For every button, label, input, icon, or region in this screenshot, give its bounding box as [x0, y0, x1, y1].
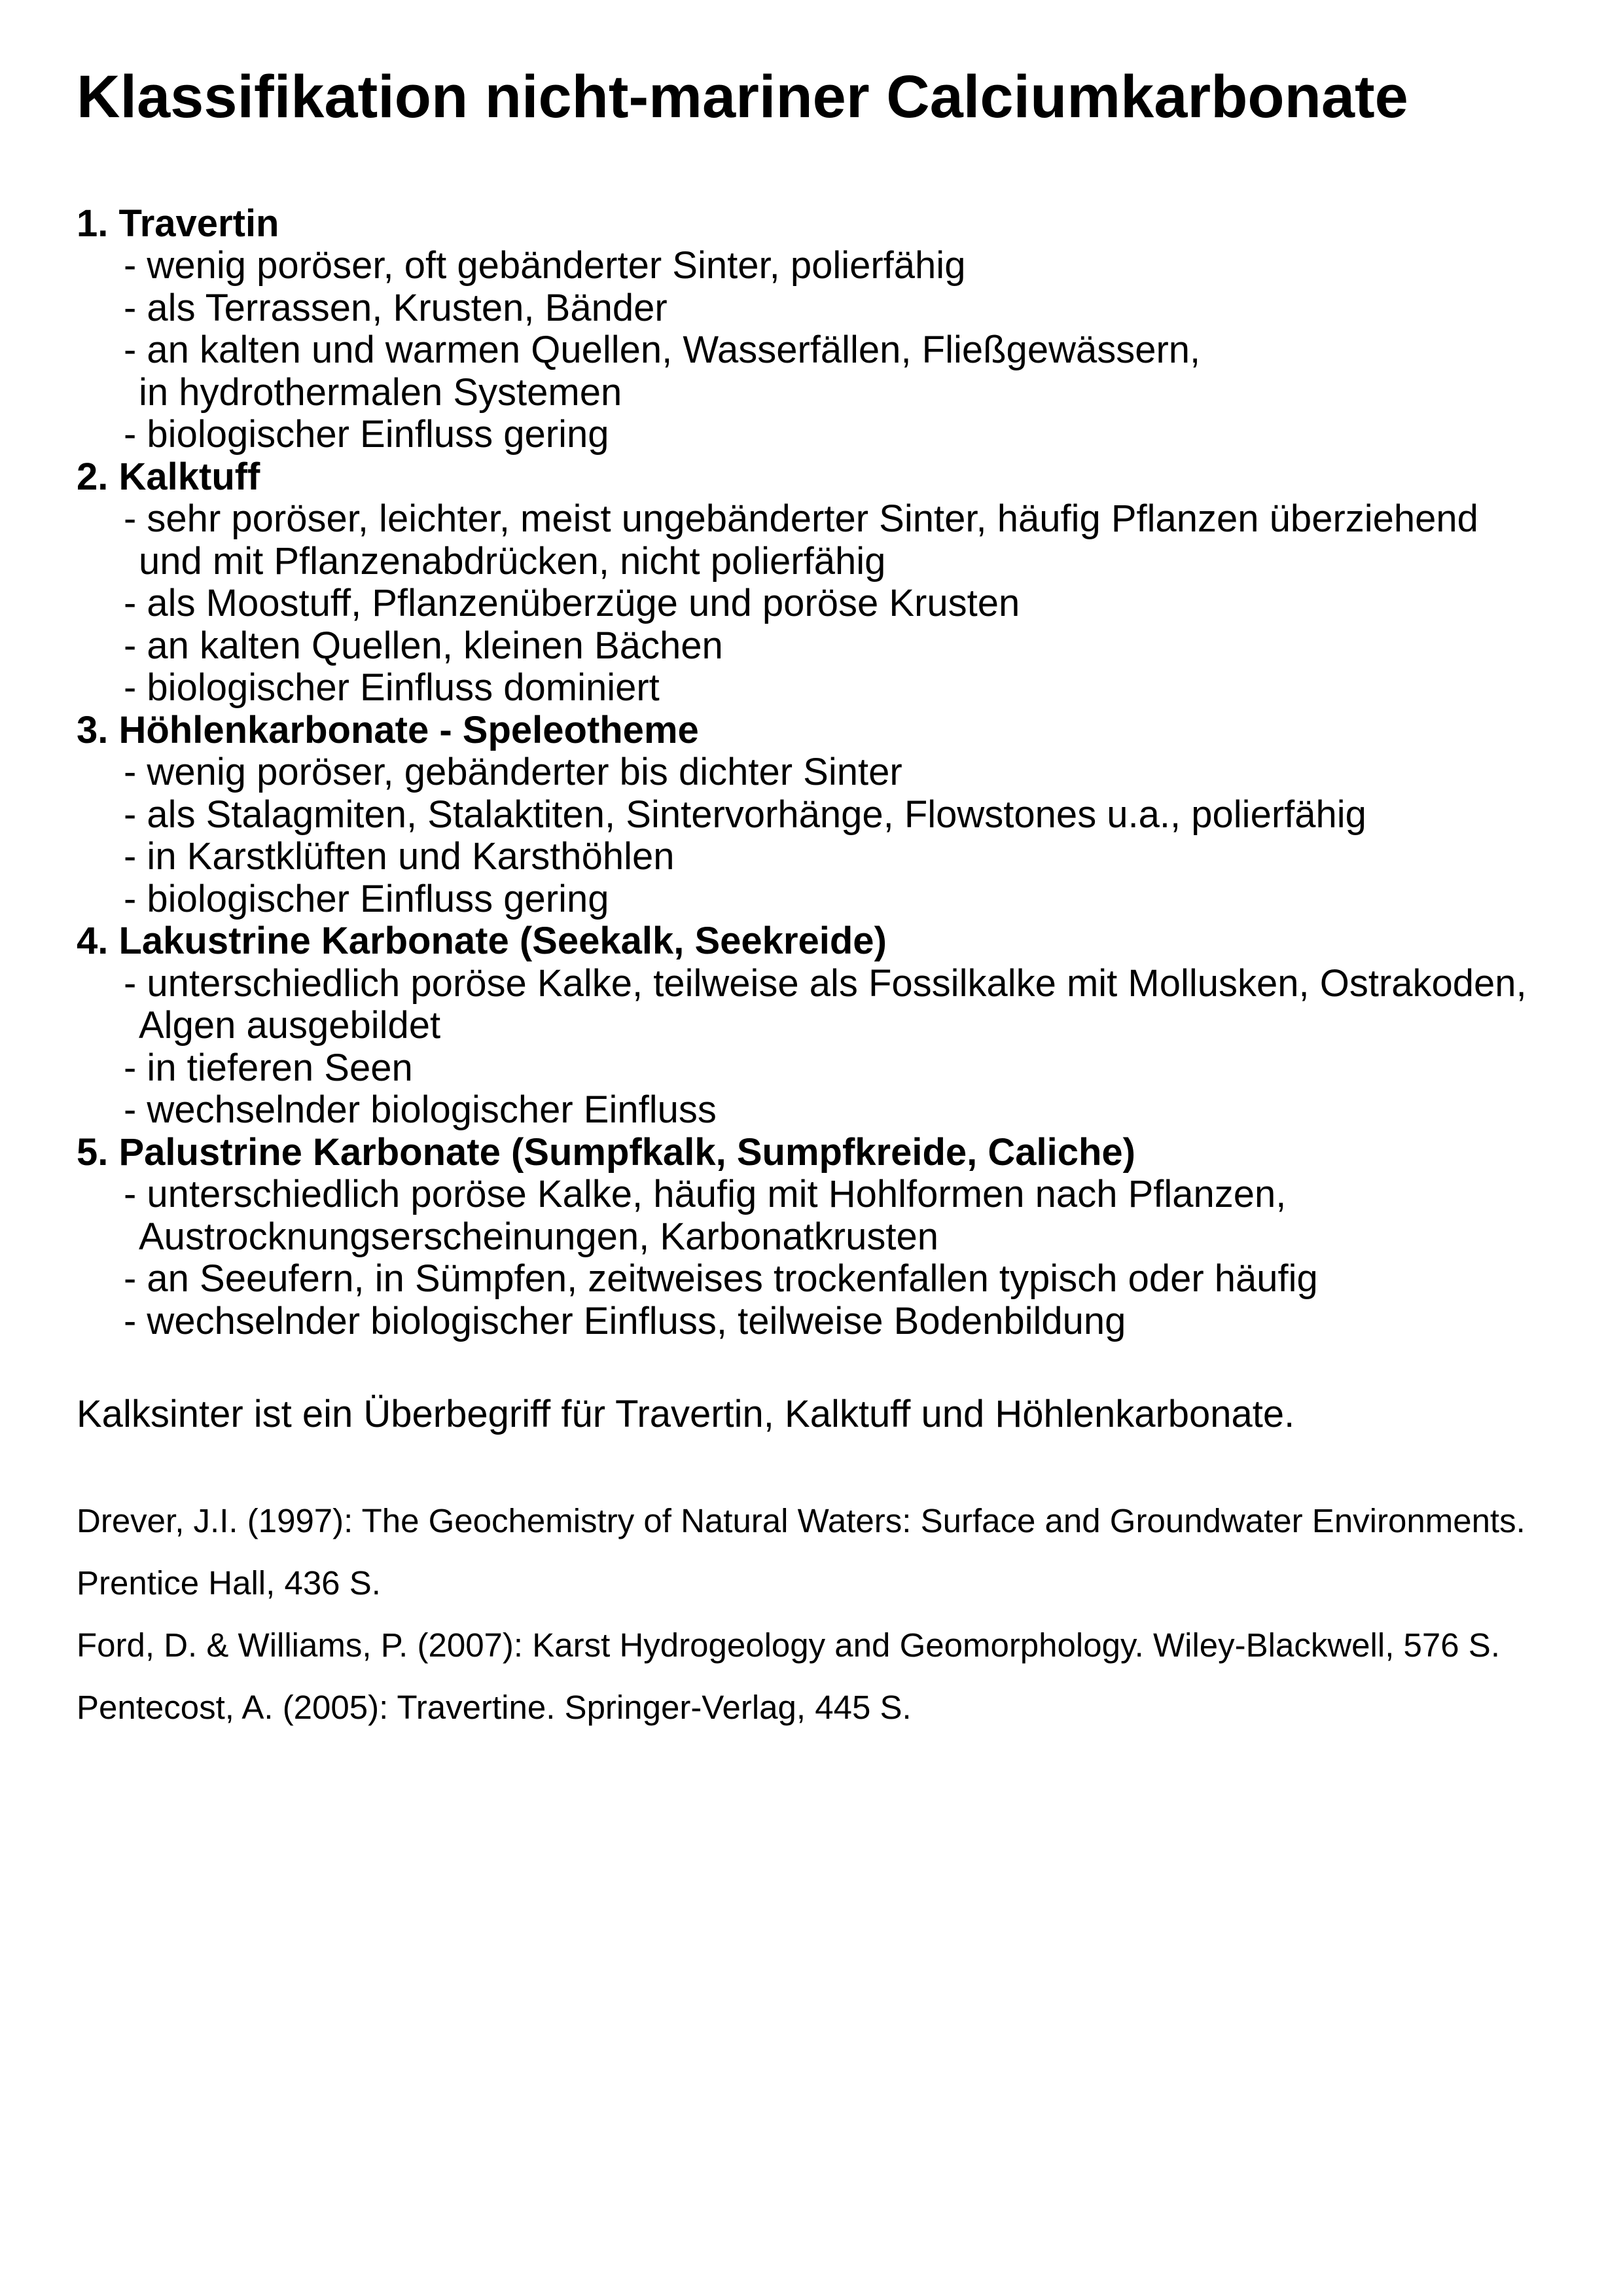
bullet-item: - unterschiedlich poröse Kalke, teilweise als Fossilkalke mit Mollusken, Ostrakoden, — [124, 961, 1527, 1005]
reference-entry: Ford, D. & Williams, P. (2007): Karst Hydrogeology and Geomorphology. Wiley-Blackwell, 576 S. — [77, 1626, 1500, 1664]
bullet-item: - wenig poröser, gebänderter bis dichter Sinter — [124, 751, 902, 794]
reference-entry: Pentecost, A. (2005): Travertine. Springer-Verlag, 445 S. — [77, 1688, 912, 1726]
section-heading: 2. Kalktuff — [77, 455, 260, 498]
bullet-item: - in tieferen Seen — [124, 1046, 413, 1089]
page-title: Klassifikation nicht-mariner Calciumkarbonate — [77, 63, 1408, 130]
section-heading: 5. Palustrine Karbonate (Sumpfkalk, Sumpfkreide, Caliche) — [77, 1130, 1135, 1174]
bullet-item: - wenig poröser, oft gebänderter Sinter, polierfähig — [124, 244, 966, 287]
bullet-item: - biologischer Einfluss gering — [124, 413, 609, 456]
bullet-item: - biologischer Einfluss dominiert — [124, 666, 660, 709]
reference-list — [77, 1490, 1551, 1738]
bullet-item: - als Stalagmiten, Stalaktiten, Sintervorhänge, Flowstones u.a., polierfähig — [124, 793, 1366, 836]
bullet-item: - wechselnder biologischer Einfluss — [124, 1088, 717, 1132]
section-heading: 4. Lakustrine Karbonate (Seekalk, Seekreide) — [77, 920, 887, 963]
bullet-item: - als Moostuff, Pflanzenüberzüge und poröse Krusten — [124, 582, 1020, 625]
bullet-item: - als Terrassen, Krusten, Bänder — [124, 286, 668, 329]
section-heading: 3. Höhlenkarbonate - Speleotheme — [77, 708, 699, 751]
bullet-continuation: und mit Pflanzenabdrücken, nicht polierfähig — [139, 539, 886, 583]
classification-list — [77, 203, 1551, 1343]
bullet-item: - sehr poröser, leichter, meist ungebänderter Sinter, häufig Pflanzen überziehend — [124, 497, 1478, 541]
bullet-continuation: in hydrothermalen Systemen — [139, 370, 622, 414]
bullet-item: - biologischer Einfluss gering — [124, 877, 609, 920]
summary-note: Kalksinter ist ein Überbegriff für Travertin, Kalktuff und Höhlenkarbonate. — [77, 1393, 1295, 1436]
bullet-item: - wechselnder biologischer Einfluss, teilweise Bodenbildung — [124, 1299, 1126, 1342]
reference-entry: Drever, J.I. (1997): The Geochemistry of Natural Waters: Surface and Groundwater Environments. Prentice Hall, 436 S. — [77, 1501, 1525, 1602]
section-heading: 1. Travertin — [77, 202, 279, 245]
bullet-item: - unterschiedlich poröse Kalke, häufig mit Hohlformen nach Pflanzen, — [124, 1173, 1287, 1216]
bullet-item: - an kalten Quellen, kleinen Bächen — [124, 624, 723, 667]
bullet-item: - in Karstklüften und Karsthöhlen — [124, 835, 675, 878]
bullet-continuation: Algen ausgebildet — [139, 1004, 441, 1047]
bullet-continuation: Austrocknungserscheinungen, Karbonatkrusten — [139, 1215, 938, 1258]
bullet-item: - an Seeufern, in Sümpfen, zeitweises trockenfallen typisch oder häufig — [124, 1257, 1318, 1300]
bullet-item: - an kalten und warmen Quellen, Wasserfällen, Fließgewässern, — [124, 329, 1201, 372]
